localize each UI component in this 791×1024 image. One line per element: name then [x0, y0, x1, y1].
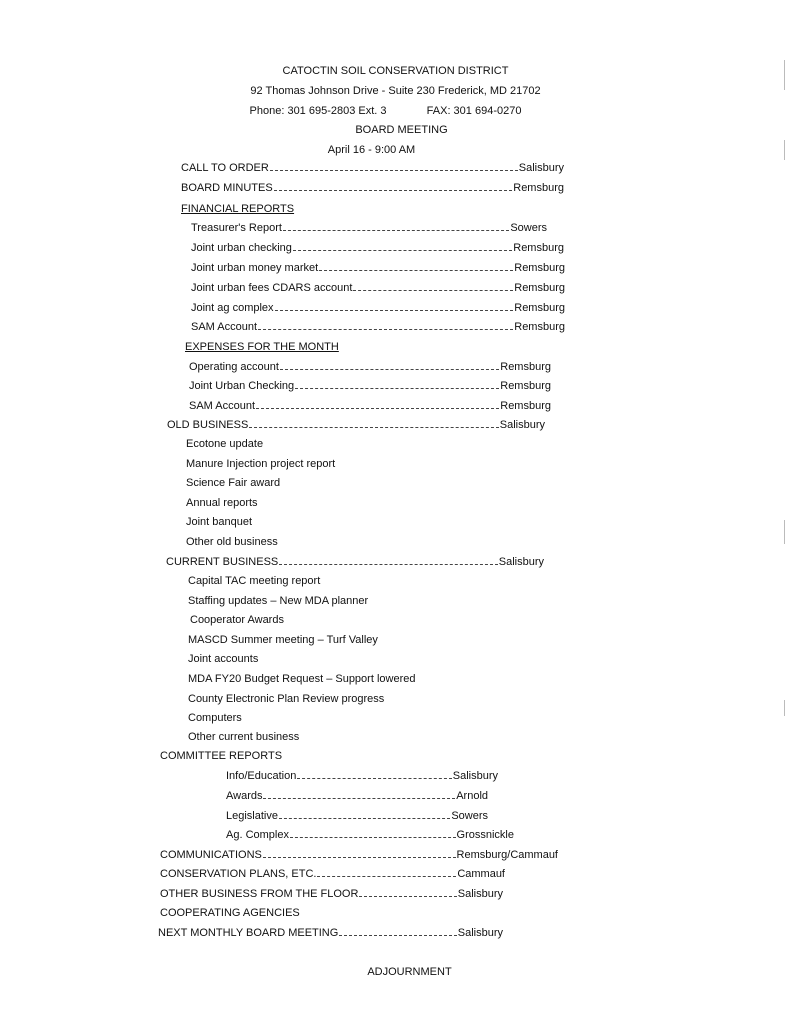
leader-dashes — [353, 290, 513, 291]
current-business-item: MASCD Summer meeting – Turf Valley — [188, 634, 378, 646]
old-business-item: Annual reports — [186, 497, 258, 509]
agenda-line-expenses — [189, 400, 551, 416]
agenda-line-old-business — [167, 419, 545, 435]
leader-dashes — [258, 329, 513, 330]
agenda-label: SAM Account — [189, 400, 256, 412]
current-business-item: Staffing updates – New MDA planner — [188, 595, 369, 607]
agenda-line-expenses — [189, 380, 551, 396]
agenda-presenter: Salisbury — [457, 927, 503, 939]
agenda-line-financial — [191, 282, 565, 298]
scan-edge-mark — [784, 60, 785, 90]
agenda-line-next-meeting — [158, 927, 503, 943]
agenda-label: Info/Education — [226, 770, 297, 782]
leader-dashes — [256, 408, 499, 409]
leader-dashes — [275, 310, 514, 311]
agenda-line-call-to-order — [181, 162, 564, 178]
fax-number: FAX: 301 694-0270 — [426, 105, 522, 117]
leader-dashes — [263, 857, 456, 858]
agenda-line-board-minutes — [181, 182, 564, 198]
leader-dashes — [290, 837, 456, 838]
leader-dashes — [319, 270, 513, 271]
agenda-label: COMMUNICATIONS — [160, 849, 262, 861]
org-address: 92 Thomas Johnson Drive - Suite 230 Frederick, MD 21702 — [250, 85, 541, 97]
agenda-line-current-business — [166, 556, 544, 572]
agenda-presenter: Remsburg — [514, 262, 565, 274]
agenda-line-committee — [226, 770, 498, 786]
agenda-line-committee — [226, 790, 488, 806]
leader-dashes — [274, 190, 513, 191]
agenda-label: BOARD MINUTES — [181, 182, 273, 194]
agenda-label: Awards — [226, 790, 263, 802]
agenda-presenter: Remsburg — [500, 380, 551, 392]
leader-dashes — [339, 935, 456, 936]
current-business-item: MDA FY20 Budget Request – Support lowered — [188, 673, 416, 685]
agenda-presenter: Remsburg — [500, 400, 551, 412]
agenda-presenter: Salisbury — [518, 162, 564, 174]
leader-dashes — [293, 250, 512, 251]
current-business-item: Capital TAC meeting report — [188, 575, 321, 587]
agenda-presenter: Remsburg/Cammauf — [456, 849, 558, 861]
agenda-presenter: Sowers — [510, 222, 547, 234]
leader-dashes — [297, 778, 451, 779]
agenda-line-communications — [160, 849, 558, 865]
section-heading-expenses: EXPENSES FOR THE MONTH — [185, 341, 339, 353]
agenda-label-cooperating-agencies: COOPERATING AGENCIES — [160, 907, 300, 919]
leader-dashes — [279, 818, 450, 819]
leader-dashes — [283, 230, 509, 231]
agenda-presenter: Salisbury — [457, 888, 503, 900]
agenda-label: OLD BUSINESS — [167, 419, 249, 431]
leader-dashes — [270, 170, 518, 171]
document-title: BOARD MEETING — [355, 124, 448, 136]
section-heading-financial: FINANCIAL REPORTS — [181, 203, 295, 215]
scan-edge-mark — [784, 700, 785, 716]
agenda-label: CONSERVATION PLANS, ETC. — [160, 868, 317, 880]
agenda-label: Ag. Complex — [226, 829, 289, 841]
agenda-label: NEXT MONTHLY BOARD MEETING — [158, 927, 339, 939]
meeting-date: April 16 - 9:00 AM — [327, 144, 416, 156]
agenda-label: SAM Account — [191, 321, 258, 333]
scan-edge-mark — [784, 140, 785, 160]
agenda-label: Joint urban fees CDARS account — [191, 282, 353, 294]
agenda-line-committee — [226, 810, 488, 826]
agenda-presenter: Salisbury — [498, 556, 544, 568]
leader-dashes — [249, 427, 498, 428]
current-business-item: Joint accounts — [188, 653, 259, 665]
agenda-label: Joint urban money market — [191, 262, 319, 274]
agenda-label: Legislative — [226, 810, 278, 822]
leader-dashes — [263, 798, 455, 799]
scan-edge-mark — [784, 520, 785, 544]
agenda-label: Joint urban checking — [191, 242, 292, 254]
agenda-presenter: Remsburg — [500, 361, 551, 373]
agenda-line-financial — [191, 222, 547, 238]
leader-dashes — [359, 896, 456, 897]
agenda-line-other-business — [160, 888, 503, 904]
agenda-presenter: Remsburg — [514, 302, 565, 314]
agenda-presenter: Arnold — [456, 790, 488, 802]
agenda-line-conservation-plans — [160, 868, 505, 884]
agenda-presenter: Remsburg — [513, 182, 564, 194]
agenda-label: Treasurer's Report — [191, 222, 282, 234]
agenda-label: Joint Urban Checking — [189, 380, 295, 392]
current-business-item: County Electronic Plan Review progress — [188, 693, 385, 705]
agenda-presenter: Remsburg — [514, 282, 565, 294]
agenda-label: CURRENT BUSINESS — [166, 556, 279, 568]
old-business-item: Ecotone update — [186, 438, 264, 450]
agenda-line-financial — [191, 302, 565, 318]
section-heading-committee: COMMITTEE REPORTS — [160, 750, 283, 762]
leader-dashes — [280, 369, 499, 370]
agenda-presenter: Remsburg — [514, 321, 565, 333]
old-business-item: Manure Injection project report — [186, 458, 336, 470]
agenda-presenter: Grossnickle — [456, 829, 514, 841]
adjournment: ADJOURNMENT — [367, 966, 452, 978]
leader-dashes — [279, 564, 497, 565]
phone-number: Phone: 301 695-2803 Ext. 3 — [249, 105, 387, 117]
old-business-item: Joint banquet — [186, 516, 253, 528]
agenda-line-committee — [226, 829, 514, 845]
current-business-item: Other current business — [188, 731, 300, 743]
agenda-label: CALL TO ORDER — [181, 162, 269, 174]
current-business-item: Computers — [188, 712, 242, 724]
contact-line — [0, 105, 781, 117]
agenda-presenter: Cammauf — [457, 868, 505, 880]
org-name: CATOCTIN SOIL CONSERVATION DISTRICT — [282, 65, 509, 77]
agenda-presenter: Salisbury — [499, 419, 545, 431]
old-business-item: Other old business — [186, 536, 278, 548]
agenda-line-financial — [191, 321, 565, 337]
leader-dashes — [317, 876, 456, 877]
agenda-line-financial — [191, 242, 564, 258]
agenda-label: Operating account — [189, 361, 279, 373]
agenda-presenter: Sowers — [451, 810, 488, 822]
agenda-presenter: Salisbury — [452, 770, 498, 782]
current-business-item: Cooperator Awards — [190, 614, 284, 626]
agenda-presenter: Remsburg — [513, 242, 564, 254]
agenda-label: OTHER BUSINESS FROM THE FLOOR — [160, 888, 359, 900]
agenda-label: Joint ag complex — [191, 302, 274, 314]
leader-dashes — [295, 388, 499, 389]
agenda-line-financial — [191, 262, 565, 278]
old-business-item: Science Fair award — [186, 477, 281, 489]
agenda-line-expenses — [189, 361, 551, 377]
